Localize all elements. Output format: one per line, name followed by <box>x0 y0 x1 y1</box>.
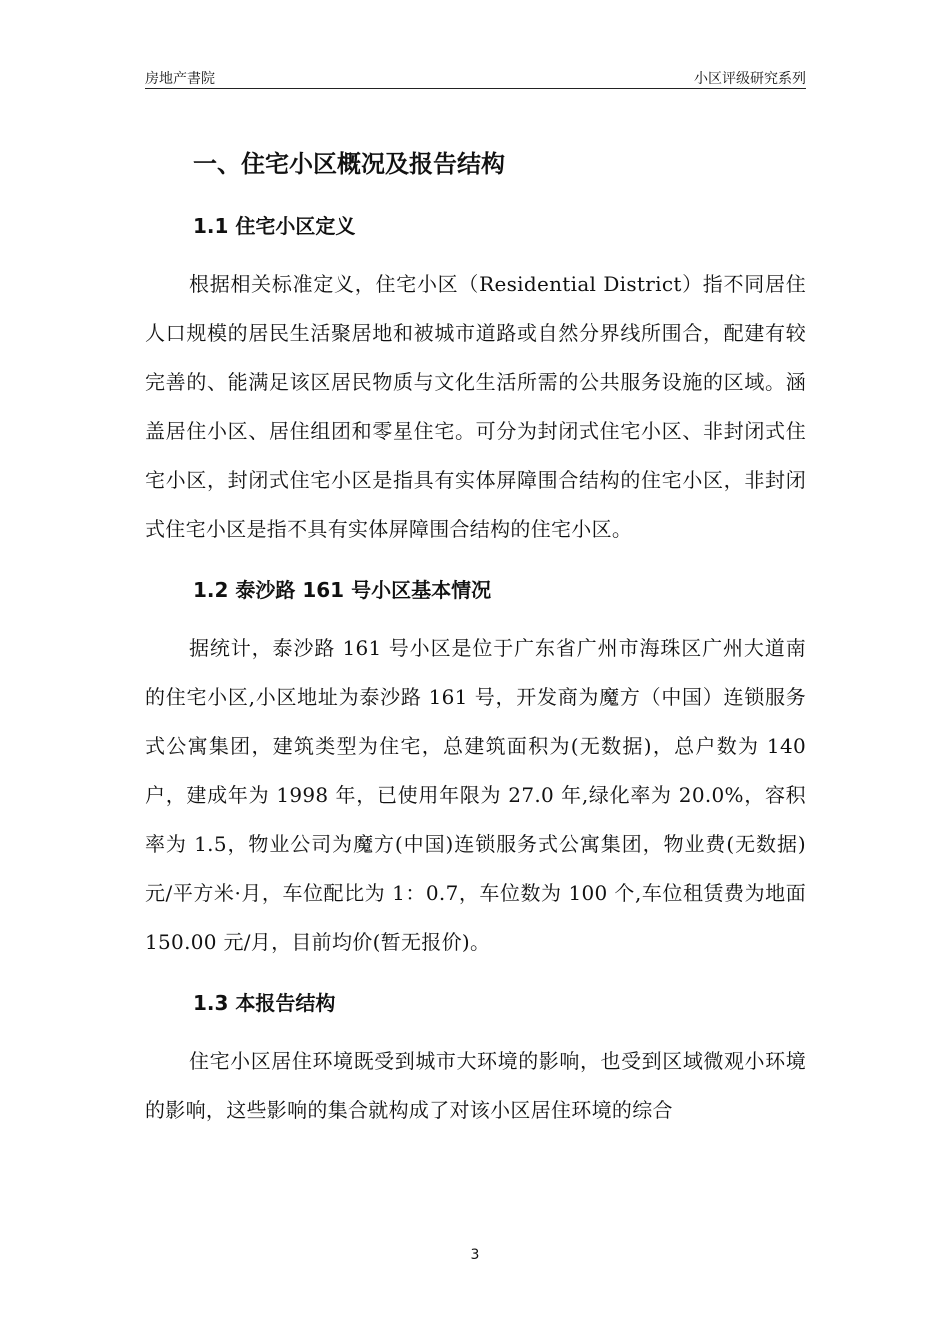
page-header <box>145 66 806 89</box>
subsection-heading-report-structure: 1.3 本报告结构 <box>193 991 336 1015</box>
header-publisher: 房地产書院 <box>145 71 215 87</box>
page-number: 3 <box>470 1247 480 1263</box>
header-series-title: 小区评级研究系列 <box>694 71 806 87</box>
paragraph-definition: 根据相关标准定义，住宅小区（Residential District）指不同居住人口规模的居民生活聚居地和被城市道路或自然分界线所围合，配建有较完善的、能满足该区居民物质与文化生活所需的公共服务设施的区域。涵盖居住小区、居住组团和零星住宅。可分为封闭式住宅小区、非封闭式住宅小区，封闭式住宅小区是指具有实体屏障围合结构的住宅小区，非封闭式住宅小区是指不具有实体屏障围合结构的住宅小区。 <box>145 272 806 541</box>
subsection-heading-definition: 1.1 住宅小区定义 <box>193 214 356 238</box>
section-title: 一、住宅小区概况及报告结构 <box>193 150 505 178</box>
paragraph-basic-info: 据统计，泰沙路 161 号小区是位于广东省广州市海珠区广州大道南的住宅小区,小区地址为泰沙路 161 号，开发商为魔方（中国）连锁服务式公寓集团，建筑类型为住宅，总建筑面积为(无数据)，总户数为 140 户，建成年为 1998 年，已使用年限为 27.0 年,绿化率为 20.0%，容积率为 1.5，物业公司为魔方(中国)连锁服务式公寓集团，物业费(无数据)元/平方米·月，车位配比为 1：0.7，车位数为 100 个,车位租赁费为地面 150.00 元/月，目前均价(暂无报价)。 <box>145 636 806 954</box>
document-body <box>145 140 806 1151</box>
subsection-heading-basic-info: 1.2 泰沙路 161 号小区基本情况 <box>193 578 492 602</box>
paragraph-report-structure: 住宅小区居住环境既受到城市大环境的影响，也受到区域微观小环境的影响，这些影响的集合就构成了对该小区居住环境的综合 <box>145 1049 806 1122</box>
